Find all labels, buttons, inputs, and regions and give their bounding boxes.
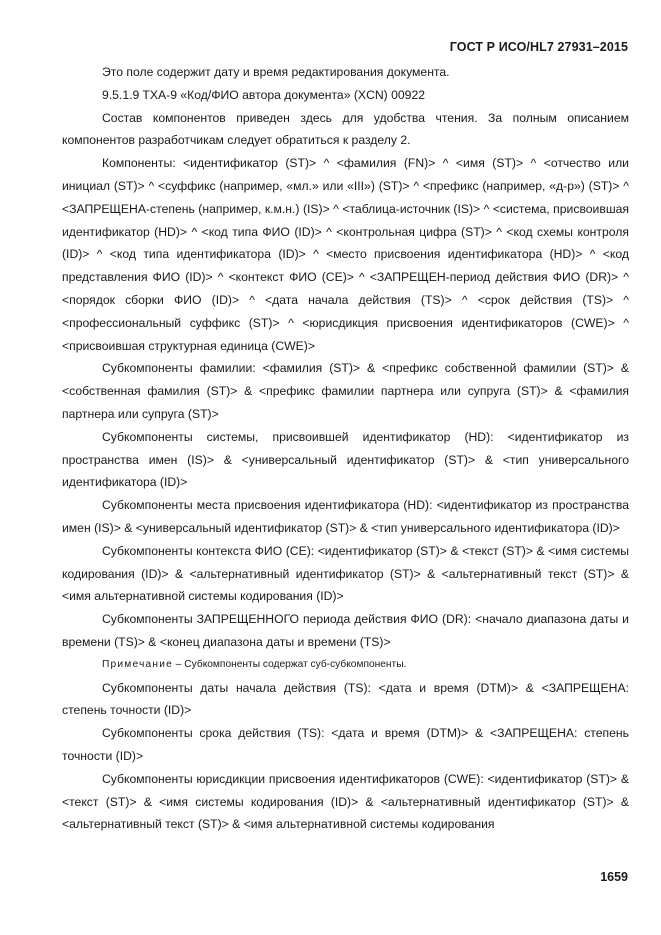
paragraph-surname-subcomponents: Субкомпоненты фамилии: <фамилия (ST)> & <префикс собственной фамилии (ST)> & <собственная фамилия (ST)> & <префикс фамилии партнера или супруга (ST)> & <фамилия партнера или супруга (ST)> — [62, 361, 629, 421]
paragraph-expiration-date-subcomponents: Субкомпоненты срока действия (TS): <дата и время (DTM)> & <ЗАПРЕЩЕНА: степень точности (ID)> — [62, 726, 629, 763]
note-label: Примечание — [102, 658, 173, 670]
paragraph-assigning-place-subcomponents: Субкомпоненты места присвоения идентификатора (HD): <идентификатор из пространства имен (IS)> & <универсальный идентификатор (ST)> & <тип универсального идентификатора (ID)> — [62, 498, 629, 535]
paragraph-name-validity-range-subcomponents: Субкомпоненты ЗАПРЕЩЕННОГО периода действия ФИО (DR): <начало диапазона даты и времени (TS)> & <конец диапазона даты и времени (TS)> — [62, 612, 629, 649]
document-body — [62, 61, 629, 836]
standard-header: ГОСТ Р ИСО/HL7 27931–2015 — [449, 40, 628, 54]
note — [62, 654, 629, 677]
paragraph-name-context-subcomponents: Субкомпоненты контекста ФИО (CE): <идентификатор (ST)> & <текст (ST)> & <имя системы кодирования (ID)> & <альтернативный идентификатор (ST)> & <альтернативный текст (ST)> & <имя альтернативной системы кодирования (ID)> — [62, 543, 629, 604]
paragraph-effective-date-subcomponents: Субкомпоненты даты начала действия (TS): <дата и время (DTM)> & <ЗАПРЕЩЕНА: степень точности (ID)> — [62, 680, 629, 718]
paragraph-assigning-system-subcomponents: Субкомпоненты системы, присвоившей идентификатор (HD): <идентификатор из пространства имен (IS)> & <универсальный идентификатор (ST)> & <тип универсального идентификатора (ID)> — [62, 429, 629, 490]
note-text: – Субкомпоненты содержат суб-субкомпоненты. — [172, 658, 407, 670]
section-heading-txa9: 9.5.1.9 TXA-9 «Код/ФИО автора документа» (XCN) 00922 — [102, 87, 426, 102]
paragraph-edit-time: Это поле содержит дату и время редактирования документа. — [102, 65, 450, 79]
paragraph-components: Компоненты: <идентификатор (ST)> ^ <фамилия (FN)> ^ <имя (ST)> ^ <отчество или инициал (ST)> ^ <суффикс (например, «мл.» или «III») (ST)> ^ <префикс (например, «д-р») (ST)> ^ <ЗАПРЕЩЕНА-степень (например, к.м.н.) (IS)> ^ <таблица-источник (IS)> ^ <система, присвоившая идентификатор (HD)> ^ <код типа ФИО (ID)> ^ <контрольная цифра (ST)> ^ <код схемы контроля (ID)> ^ <код типа идентификатора (ID)> ^ <место присвоения идентификатора (HD)> ^ <код представления ФИО (ID)> ^ <контекст ФИО (CE)> ^ <ЗАПРЕЩЕН-период действия ФИО (DR)> ^ <порядок сборки ФИО (ID)> ^ <дата начала действия (TS)> ^ <срок действия (TS)> ^ <профессиональный суффикс (ST)> ^ <юрисдикция присвоения идентификаторов (CWE)> ^ <присвоившая структурная единица (CWE)> — [62, 156, 629, 353]
paragraph-composition: Состав компонентов приведен здесь для удобства чтения. За полным описанием компонентов разработчикам следует обратиться к разделу 2. — [62, 110, 629, 148]
page-number: 1659 — [600, 870, 628, 884]
paragraph-jurisdiction-subcomponents: Субкомпоненты юрисдикции присвоения идентификаторов (CWE): <идентификатор (ST)> & <текст (ST)> & <имя системы кодирования (ID)> & <альтернативный идентификатор (ST)> & <альтернативный текст (ST)> & <имя альтернативной системы кодирования — [62, 771, 629, 832]
